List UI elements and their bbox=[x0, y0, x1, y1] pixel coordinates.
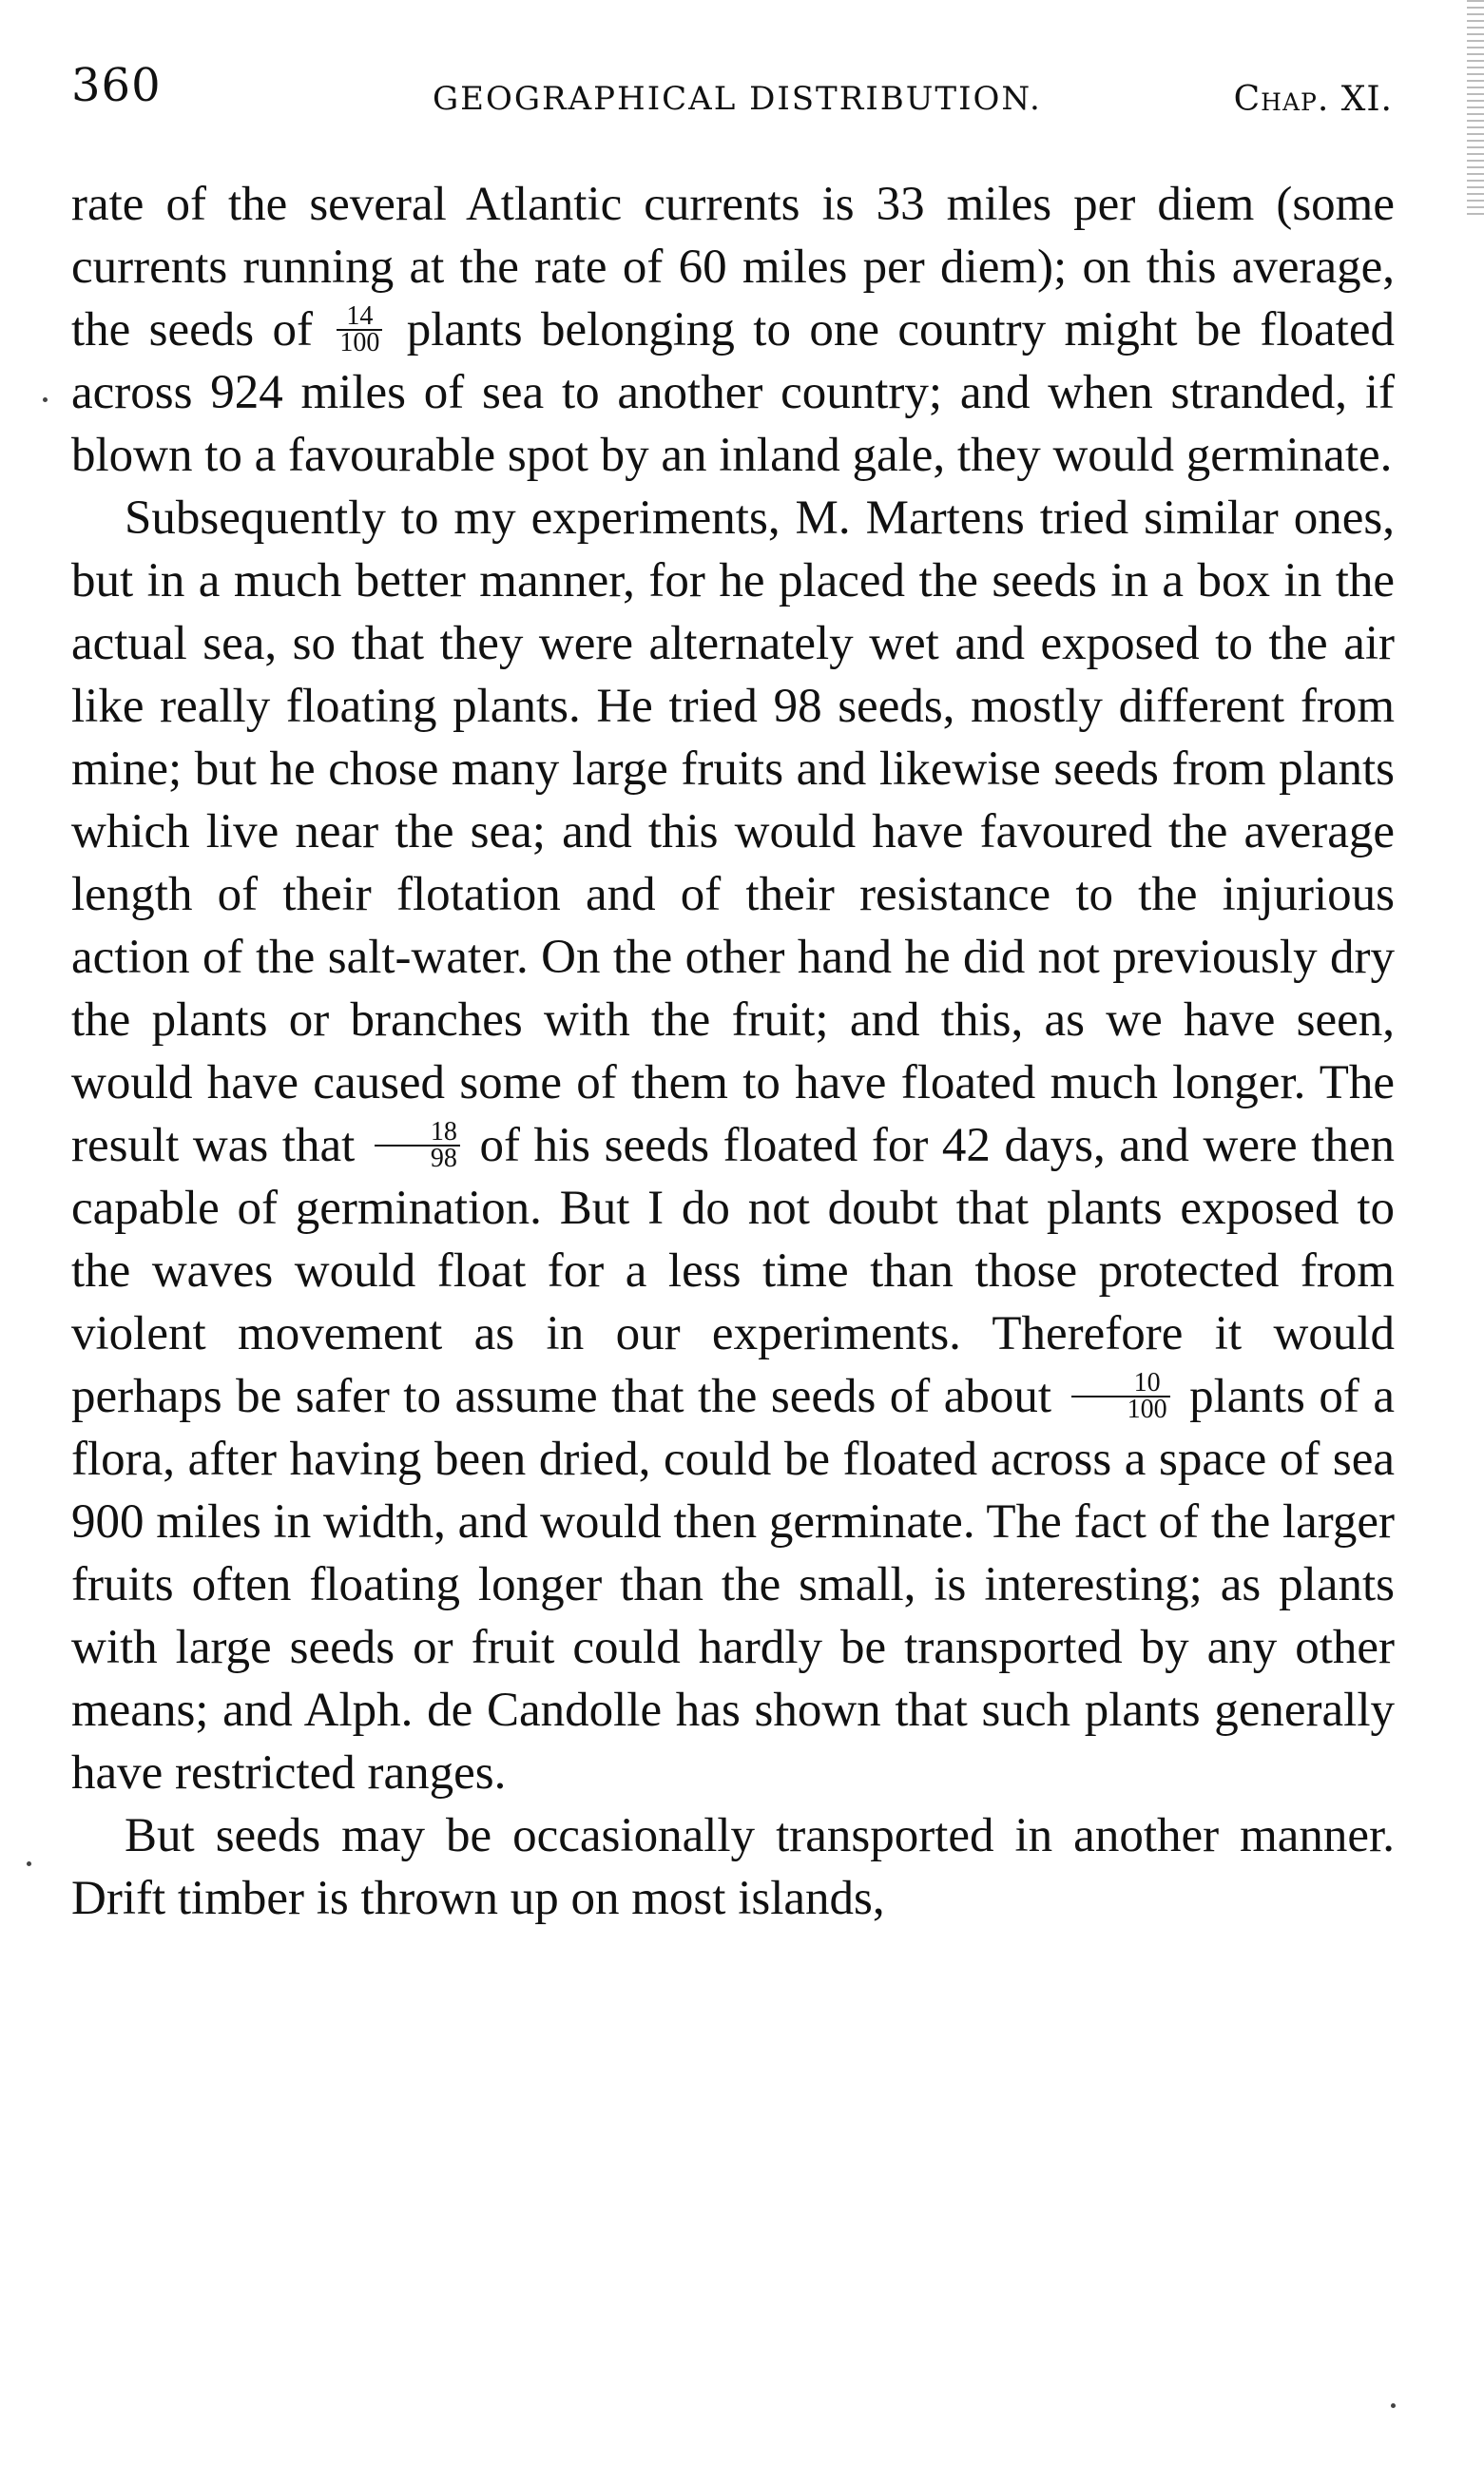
chapter-title: GEOGRAPHICAL DISTRIBUTION. bbox=[433, 80, 1042, 118]
text-run: rate of the several Atlantic currents is 33 miles per diem (some currents running at the rate of 60 miles per diem); on this average, the seeds of bbox=[71, 178, 1395, 357]
fraction-numerator: 14 bbox=[337, 304, 382, 331]
page-number: 360 bbox=[71, 59, 162, 112]
running-head bbox=[71, 59, 1393, 145]
fraction bbox=[1071, 1368, 1170, 1425]
fraction-numerator: 10 bbox=[1071, 1371, 1170, 1397]
body-text bbox=[71, 173, 1395, 1930]
fraction bbox=[375, 1117, 460, 1174]
paragraph bbox=[71, 487, 1395, 1804]
margin-dot bbox=[43, 397, 48, 402]
text-run: But seeds may be occasionally transported in another manner. Drift timber is thrown up on most islands, bbox=[71, 1809, 1395, 1925]
fraction-denominator: 100 bbox=[1127, 1395, 1167, 1425]
text-run: of his seeds floated for 42 days, and were then capable of germination. But I do not doubt that plants exposed to the waves would float for a less time than those protected from violent movement as in our experiments. Therefore it would perhaps be safer to assume that the seeds of about bbox=[71, 1119, 1395, 1423]
paragraph bbox=[71, 173, 1395, 487]
text-run: plants of a flora, after having been dried, could be floated across a space of sea 900 miles in width, and would then germinate. The fact of the larger fruits often floating longer than the small, is interesting; as plants with large seeds or fruit could hardly be transported by any other means; and Alph. de Candolle has shown that such plants generally have restricted ranges. bbox=[71, 1370, 1395, 1800]
paragraph bbox=[71, 1804, 1395, 1930]
page-edge-marks bbox=[1467, 0, 1484, 219]
text-run: Subsequently to my experiments, M. Martens tried similar ones, but in a much better manner, for he placed the seeds in a box in the actual sea, so that they were alternately wet and exposed to the air like really floating plants. He tried 98 seeds, mostly different from mine; but he chose many large fruits and likewise seeds from plants which live near the sea; and this would have favoured the average length of their flotation and of their resistance to the injurious action of the salt-water. On the other hand he did not previously dry the plants or branches with the fruit; and this, as we have seen, would have caused some of them to have floated much longer. The result was that bbox=[71, 491, 1395, 1172]
text-run: plants belonging to one country might be floated across 924 miles of sea to another country; and when stranded, if blown to a favourable spot by an inland gale, they would germinate. bbox=[71, 303, 1395, 482]
fraction-denominator: 98 bbox=[430, 1144, 457, 1174]
fraction-numerator: 18 bbox=[375, 1120, 460, 1147]
fraction-denominator: 100 bbox=[339, 328, 380, 358]
chapter-reference: Chap. XI. bbox=[1233, 80, 1393, 119]
margin-dot bbox=[1391, 2403, 1396, 2408]
fraction bbox=[337, 301, 382, 358]
margin-dot bbox=[27, 1861, 31, 1866]
